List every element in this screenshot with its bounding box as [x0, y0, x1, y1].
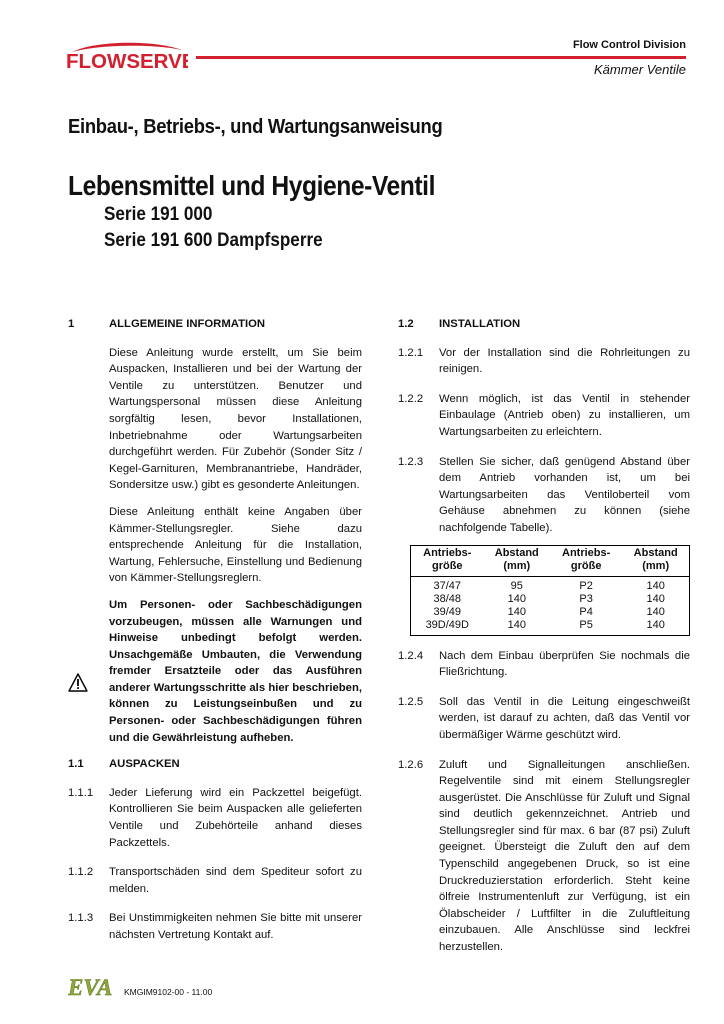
document-code: KMGIM9102-00 - 11.00	[124, 987, 213, 997]
item-number: 1.2.6	[398, 758, 424, 771]
eva-logo	[68, 974, 116, 998]
paragraph: Diese Anleitung wurde erstellt, um Sie beim Auspacken, Installieren und bei der Wartung der Ventile zu unterstützen. Benutzer und Wartungspersonal müssen diese Anleitung sorgfältig lesen, bevor Installationen, Inbetriebnahme oder Wartungsarbeiten durchgeführt werden. Für Zubehör (Sonder Sitz / Kegel-Garnituren, Membranantriebe, Handräder, Sondersitze usw.) gibt es gesonderte Anleitungen.	[109, 346, 362, 492]
table-cell: P4	[579, 605, 593, 618]
brand-label: Kämmer Ventile	[594, 62, 686, 77]
item-text: Jeder Lieferung wird ein Packzettel beigefügt. Kontrollieren Sie beim Auspacken alle gelieferten Ventile und Zubehörteile anhand dieses Packzettels.	[109, 786, 362, 849]
section-1-1-heading	[68, 756, 362, 773]
flowserve-logo-mark	[66, 38, 188, 78]
section-number: 1	[68, 318, 75, 330]
section-title: AUSPACKEN	[109, 758, 180, 771]
eva-logo-mark	[68, 974, 116, 998]
table-cell: 140	[646, 605, 665, 618]
table-cell: 37/47	[433, 579, 462, 592]
item-text: Wenn möglich, ist das Ventil in stehender Einbaulage (Antrieb oben) zu installieren, um Wartungsarbeiten zu erleichtern.	[439, 392, 690, 438]
item-number: 1.1.2	[68, 866, 94, 879]
item-number: 1.2.5	[398, 695, 424, 708]
list-item	[68, 864, 362, 897]
item-text: Zuluft und Signalleitungen anschließen. Regelventile sind mit einem Stellungsregler ausgerüstet. Die Anschlüsse für Zuluft und Signal sind deutlich gekennzeichnet. Antrieb und Stellungsregler sind für max. 6 bar (87 psi) Zuluft geeignet. Übersteigt die Zuluft den auf dem Typenschild angegebenen Druck, so ist eine Druckreduzierstation erforderlich. Steht keine ölfreie Instrumentenluft zur Verfügung, ist ein Ölabscheider / Luftfilter in die Zuluftleitung einzubauen. Alle Anschlüsse sind leckfrei herzustellen.	[439, 758, 690, 954]
paragraph: Diese Anleitung enthält keine Angaben über Kämmer-Stellungsregler. Siehe dazu entsprechende Anleitung für die Installation, Wartung, Fehlersuche, Einstellung und Bedienung von Kämmer-Stellungsreglern.	[109, 505, 362, 585]
table-row	[411, 576, 690, 593]
clearance-table	[410, 545, 690, 636]
item-number: 1.1.3	[68, 912, 94, 925]
table-row	[411, 619, 690, 636]
list-item	[68, 910, 362, 943]
warning-text: Um Personen- oder Sachbeschädigungen vorzubeugen, müssen alle Warnungen und Hinweise unbedingt befolgt werden. Unsachgemäße Umbauten, die Verwendung fremder Ersatzteile oder das Ausführen anderer Wartungsschritte als hier beschrieben, können zu Leistungseinbußen und zu Personen- oder Sachbeschädigungen führen und die Gewährleistung aufheben.	[109, 598, 362, 744]
section-title: INSTALLATION	[439, 318, 521, 330]
list-item	[398, 757, 690, 956]
section-title: ALLGEMEINE INFORMATION	[109, 318, 266, 330]
document-subtitle: Einbau-, Betriebs-, und Wartungsanweisung	[68, 116, 443, 138]
logo-text: FLOWSERVE	[66, 50, 188, 73]
table-header: Abstand (mm)	[484, 545, 550, 576]
list-item	[398, 345, 690, 378]
table-cell: P3	[579, 592, 593, 605]
division-label: Flow Control Division	[572, 39, 686, 51]
table-row	[411, 593, 690, 606]
item-text: Soll das Ventil in die Leitung eingeschweißt werden, ist darauf zu achten, daß das Ventil vor übermäßiger Wärme geschützt wird.	[439, 695, 690, 741]
item-number: 1.1.1	[68, 786, 94, 799]
list-item	[398, 648, 690, 681]
section-1-2-heading	[398, 316, 690, 333]
item-number: 1.2.3	[398, 455, 424, 468]
item-text: Nach dem Einbau überprüfen Sie nochmals die Fließrichtung.	[439, 649, 690, 679]
item-text: Vor der Installation sind die Rohrleitungen zu reinigen.	[439, 346, 690, 376]
table-cell: 38/48	[433, 592, 462, 605]
table-header: Antriebs- größe	[550, 545, 622, 576]
header-rule	[196, 56, 686, 59]
table-header-row	[411, 545, 690, 576]
table-cell: 140	[646, 579, 665, 592]
warning-icon	[68, 673, 88, 692]
flowserve-logo	[66, 38, 188, 78]
item-text: Bei Unstimmigkeiten nehmen Sie bitte mit unserer nächsten Vertretung Kontakt auf.	[109, 912, 362, 941]
section-number: 1.2	[398, 318, 414, 330]
left-column	[68, 316, 362, 957]
warning-block	[68, 597, 362, 746]
table-header: Antriebs- größe	[411, 545, 484, 576]
section-1-heading	[68, 316, 362, 333]
item-text: Transportschäden sind dem Spediteur sofort zu melden.	[109, 866, 362, 895]
series-1: Serie 191 000	[104, 204, 213, 225]
list-item	[398, 454, 690, 537]
list-item	[398, 694, 690, 744]
table-row	[411, 606, 690, 619]
table-cell: 140	[646, 618, 665, 631]
table-header: Abstand (mm)	[622, 545, 689, 576]
list-item	[68, 785, 362, 851]
right-column	[398, 316, 690, 969]
list-item	[398, 391, 690, 441]
table-cell: P5	[579, 618, 593, 631]
table-cell: 39/49	[433, 605, 462, 618]
section-number: 1.1	[68, 758, 84, 771]
item-text: Stellen Sie sicher, daß genügend Abstand über dem Antrieb vorhanden ist, um bei Wartungsarbeiten das Ventiloberteil vom Gehäuse abnehmen zu können (siehe nachfolgende Tabelle).	[439, 455, 690, 534]
document-title: Lebensmittel und Hygiene-Ventil	[68, 170, 435, 201]
table-cell: 140	[507, 592, 526, 605]
eva-logo-text: EVA	[68, 975, 113, 998]
series-2: Serie 191 600 Dampfsperre	[104, 230, 323, 251]
item-number: 1.2.4	[398, 649, 424, 662]
table-cell: 140	[646, 592, 665, 605]
table-cell: 140	[507, 618, 526, 631]
item-number: 1.2.2	[398, 392, 424, 405]
table-cell: 140	[507, 605, 526, 618]
table-cell: P2	[579, 579, 593, 592]
table-cell: 39D/49D	[425, 618, 469, 631]
table-cell: 95	[510, 579, 523, 592]
item-number: 1.2.1	[398, 346, 424, 359]
